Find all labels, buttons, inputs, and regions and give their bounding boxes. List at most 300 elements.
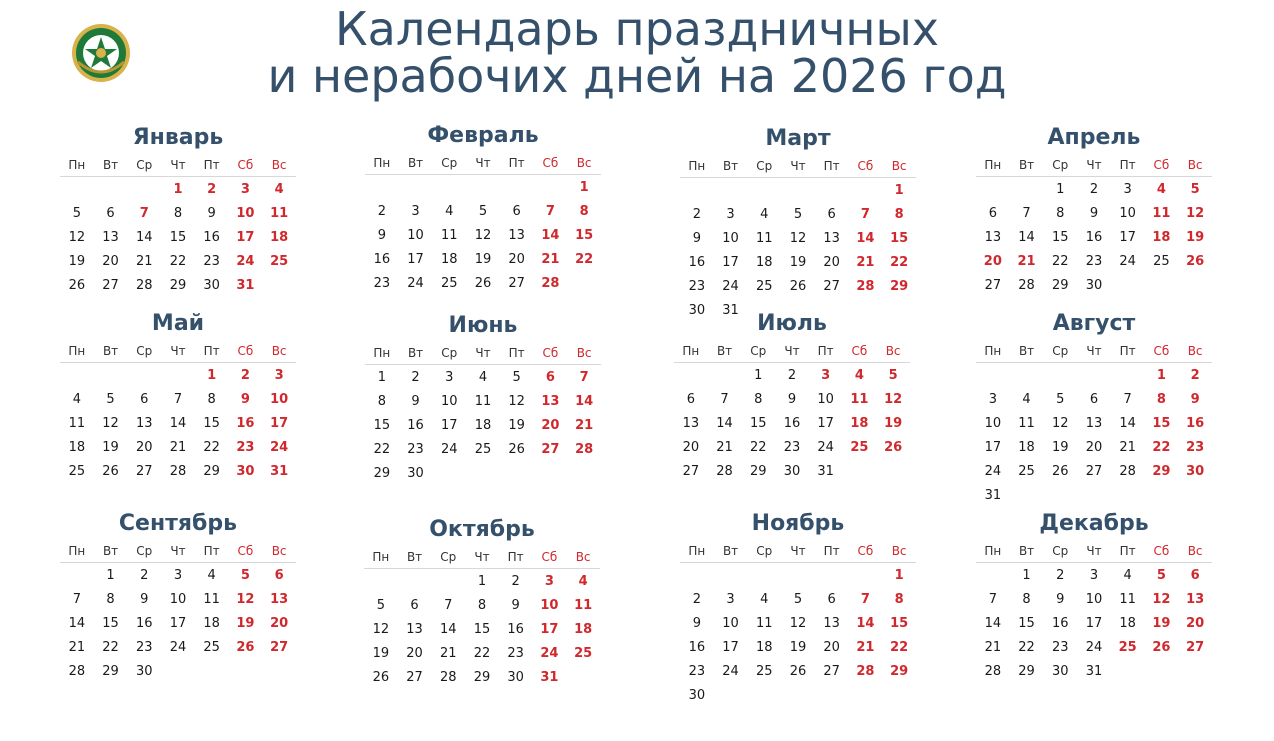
month-name: Март: [765, 126, 831, 151]
weekday-header: Вс: [1178, 154, 1212, 177]
day-cell: 17: [236, 229, 255, 245]
empty-cell: [94, 363, 128, 388]
day-cell: 20: [135, 439, 153, 455]
day-cell: 13: [823, 615, 840, 631]
day-cell: 8: [106, 591, 115, 607]
day-cell: 15: [1051, 229, 1069, 245]
week-row: [976, 225, 1212, 249]
day-cell: 10: [407, 227, 424, 243]
week-row: [976, 587, 1212, 611]
day-cell: 26: [884, 439, 903, 455]
day-cell: 21: [68, 639, 86, 655]
month-october: [364, 514, 600, 689]
weekday-header: Чт: [1077, 540, 1111, 563]
day-cell: 22: [169, 253, 187, 269]
month-march: [680, 123, 916, 322]
week-row: [60, 249, 296, 273]
day-cell: 2: [411, 369, 420, 385]
day-cell: 29: [169, 277, 187, 293]
day-cell: 10: [722, 230, 739, 246]
day-cell: 15: [102, 615, 119, 631]
day-cell: 11: [270, 205, 289, 221]
day-cell: 20: [541, 417, 560, 433]
day-cell: 20: [1186, 615, 1205, 631]
weekday-header: Пт: [500, 342, 534, 365]
empty-cell: [815, 178, 849, 203]
weekday-header: Вс: [876, 340, 910, 363]
day-cell: 26: [372, 669, 390, 685]
day-cell: 29: [890, 278, 909, 294]
empty-cell: [849, 178, 883, 203]
day-cell: 3: [1123, 181, 1132, 197]
day-cell: 23: [688, 663, 706, 679]
day-cell: 15: [1018, 615, 1035, 631]
day-cell: 26: [1152, 639, 1171, 655]
page-title: [0, 2, 1274, 103]
weekday-header: Вс: [567, 342, 601, 365]
day-cell: 12: [474, 227, 492, 243]
empty-cell: [843, 459, 877, 483]
weekday-header: Пт: [815, 540, 849, 563]
day-cell: 5: [72, 205, 81, 221]
day-cell: 4: [478, 369, 488, 385]
day-cell: 23: [783, 439, 801, 455]
day-cell: 13: [1085, 415, 1103, 431]
weekday-header: Пн: [976, 154, 1010, 177]
month-name: Ноябрь: [751, 511, 845, 536]
empty-cell: [94, 177, 128, 202]
month-name: Сентябрь: [118, 511, 238, 536]
day-cell: 3: [445, 369, 454, 385]
day-cell: 28: [984, 663, 1002, 679]
day-cell: 19: [789, 639, 807, 655]
day-cell: 29: [102, 663, 119, 679]
weekday-header: Ср: [1043, 540, 1077, 563]
empty-cell: [876, 459, 910, 483]
day-cell: 9: [692, 615, 701, 631]
day-cell: 15: [749, 415, 767, 431]
weekday-header: Пт: [809, 340, 843, 363]
day-cell: 15: [203, 415, 220, 431]
weekday-header: Сб: [534, 152, 568, 175]
day-cell: 24: [540, 645, 559, 661]
empty-cell: [195, 659, 229, 683]
day-cell: 6: [1089, 391, 1099, 407]
week-row: [680, 250, 916, 274]
day-cell: 9: [1190, 391, 1200, 407]
day-cell: 18: [574, 621, 593, 637]
week-row: [60, 201, 296, 225]
day-cell: 21: [856, 639, 875, 655]
week-row: [976, 611, 1212, 635]
month-name: Январь: [132, 125, 224, 150]
empty-cell: [1010, 483, 1044, 507]
day-cell: 14: [135, 229, 153, 245]
week-row: [674, 387, 910, 411]
day-cell: 28: [68, 663, 86, 679]
day-cell: 31: [540, 669, 559, 685]
empty-cell: [1178, 273, 1212, 297]
weekday-header: Чт: [781, 155, 815, 178]
empty-cell: [1111, 273, 1145, 297]
day-cell: 4: [854, 367, 864, 383]
empty-cell: [262, 273, 296, 297]
week-row: [680, 683, 916, 707]
day-cell: 24: [440, 441, 458, 457]
empty-cell: [431, 569, 465, 594]
day-cell: 22: [749, 439, 767, 455]
day-cell: 14: [856, 615, 875, 631]
day-cell: 25: [755, 663, 773, 679]
day-cell: 11: [755, 615, 773, 631]
day-cell: 21: [1017, 253, 1036, 269]
day-cell: 13: [1186, 591, 1205, 607]
day-cell: 23: [507, 645, 524, 661]
empty-cell: [534, 461, 568, 485]
day-cell: 10: [540, 597, 559, 613]
weekday-header: Вт: [1010, 340, 1044, 363]
day-cell: 8: [1022, 591, 1031, 607]
day-cell: 30: [135, 663, 153, 679]
day-cell: 22: [575, 251, 594, 267]
day-cell: 12: [68, 229, 86, 245]
empty-cell: [849, 683, 883, 707]
day-cell: 22: [1018, 639, 1035, 655]
day-cell: 7: [988, 591, 997, 607]
day-cell: 12: [236, 591, 255, 607]
day-cell: 7: [139, 205, 149, 221]
day-cell: 29: [473, 669, 491, 685]
week-row: [60, 273, 296, 297]
day-cell: 2: [240, 367, 250, 383]
empty-cell: [714, 563, 748, 588]
day-cell: 19: [789, 254, 807, 270]
day-cell: 4: [274, 181, 284, 197]
day-cell: 28: [169, 463, 187, 479]
weekday-header: Ср: [741, 340, 775, 363]
day-cell: 5: [888, 367, 898, 383]
month-january: [60, 122, 296, 297]
week-row: [365, 413, 601, 437]
day-cell: 22: [1152, 439, 1171, 455]
week-row: [365, 437, 601, 461]
day-cell: 17: [540, 621, 559, 637]
day-cell: 3: [726, 206, 735, 222]
day-cell: 11: [203, 591, 220, 607]
day-cell: 23: [407, 441, 424, 457]
day-cell: 16: [236, 415, 255, 431]
day-cell: 4: [760, 206, 769, 222]
empty-cell: [229, 659, 263, 683]
day-cell: 15: [890, 230, 909, 246]
day-cell: 1: [894, 182, 904, 198]
week-row: [976, 459, 1212, 483]
day-cell: 7: [173, 391, 183, 407]
weekday-header: Сб: [1145, 540, 1179, 563]
day-cell: 10: [169, 591, 187, 607]
day-cell: 9: [411, 393, 420, 409]
day-cell: 4: [1123, 567, 1132, 583]
weekday-header: Вс: [1178, 540, 1212, 563]
day-cell: 27: [1186, 639, 1205, 655]
day-cell: 6: [1190, 567, 1200, 583]
empty-cell: [747, 178, 781, 203]
day-cell: 6: [827, 206, 836, 222]
day-cell: 6: [106, 205, 115, 221]
day-cell: 27: [823, 278, 840, 294]
weekday-header: Пн: [976, 340, 1010, 363]
day-cell: 21: [984, 639, 1002, 655]
week-row: [680, 563, 916, 588]
empty-cell: [398, 569, 432, 594]
week-row: [680, 587, 916, 611]
month-september: [60, 508, 296, 683]
week-row: [680, 178, 916, 203]
day-cell: 18: [203, 615, 220, 631]
weekday-header: Сб: [229, 340, 263, 363]
title-line-2: и нерабочих дней на 2026 год: [267, 49, 1007, 103]
weekday-header: Ср: [747, 540, 781, 563]
day-cell: 23: [1186, 439, 1205, 455]
day-cell: 18: [755, 639, 773, 655]
day-cell: 6: [545, 369, 555, 385]
day-cell: 13: [823, 230, 840, 246]
empty-cell: [781, 683, 815, 707]
week-row: [976, 387, 1212, 411]
weekday-header: Сб: [229, 540, 263, 563]
empty-cell: [714, 683, 748, 707]
day-cell: 2: [1089, 181, 1099, 197]
week-row: [364, 665, 600, 689]
empty-cell: [60, 177, 94, 202]
day-cell: 4: [72, 391, 81, 407]
day-cell: 16: [1085, 229, 1103, 245]
day-cell: 17: [1119, 229, 1136, 245]
weekday-header: Вт: [398, 546, 432, 569]
day-cell: 4: [578, 573, 588, 589]
day-cell: 2: [1056, 567, 1065, 583]
day-cell: 19: [1051, 439, 1069, 455]
day-cell: 18: [1119, 615, 1136, 631]
day-cell: 3: [988, 391, 997, 407]
day-cell: 2: [140, 567, 149, 583]
day-cell: 24: [1119, 253, 1136, 269]
day-cell: 6: [686, 391, 695, 407]
day-cell: 30: [507, 669, 524, 685]
empty-cell: [466, 461, 500, 485]
day-cell: 6: [827, 591, 836, 607]
day-cell: 22: [203, 439, 220, 455]
empty-cell: [781, 178, 815, 203]
week-row: [680, 659, 916, 683]
week-row: [680, 611, 916, 635]
empty-cell: [364, 569, 398, 594]
day-cell: 23: [688, 278, 706, 294]
empty-cell: [1043, 483, 1077, 507]
week-row: [976, 483, 1212, 507]
day-cell: 30: [1085, 277, 1103, 293]
weekday-header: Сб: [534, 342, 568, 365]
day-cell: 28: [1119, 463, 1136, 479]
weekday-header: Пт: [500, 152, 534, 175]
day-cell: 11: [574, 597, 593, 613]
weekday-header: Чт: [161, 540, 195, 563]
day-cell: 7: [860, 591, 870, 607]
month-grid: [60, 154, 296, 297]
week-row: [364, 641, 600, 665]
week-row: [60, 177, 296, 202]
week-row: [365, 175, 601, 200]
day-cell: 16: [688, 254, 706, 270]
week-row: [365, 389, 601, 413]
day-cell: 14: [856, 230, 875, 246]
weekday-header: Сб: [849, 540, 883, 563]
week-row: [60, 225, 296, 249]
week-row: [364, 593, 600, 617]
week-row: [976, 177, 1212, 202]
weekday-header: Вт: [94, 540, 128, 563]
empty-cell: [1145, 483, 1179, 507]
empty-cell: [127, 177, 161, 202]
day-cell: 11: [755, 230, 773, 246]
week-row: [60, 435, 296, 459]
month-june: [365, 310, 601, 485]
day-cell: 12: [1152, 591, 1171, 607]
day-cell: 1: [1156, 367, 1166, 383]
day-cell: 30: [1051, 663, 1069, 679]
day-cell: 19: [1152, 615, 1171, 631]
empty-cell: [976, 563, 1010, 588]
day-cell: 5: [512, 369, 521, 385]
day-cell: 28: [575, 441, 594, 457]
day-cell: 27: [508, 275, 525, 291]
day-cell: 15: [1152, 415, 1171, 431]
day-cell: 28: [135, 277, 153, 293]
week-row: [60, 411, 296, 435]
empty-cell: [399, 175, 433, 200]
week-row: [365, 365, 601, 390]
empty-cell: [714, 178, 748, 203]
weekday-header: Вт: [399, 342, 433, 365]
day-cell: 16: [373, 251, 391, 267]
week-row: [976, 249, 1212, 273]
day-cell: 7: [1022, 205, 1031, 221]
day-cell: 16: [1051, 615, 1069, 631]
week-row: [674, 363, 910, 388]
empty-cell: [1010, 177, 1044, 202]
empty-cell: [708, 363, 742, 388]
weekday-header: Вт: [714, 155, 748, 178]
month-name: Февраль: [427, 123, 539, 148]
day-cell: 24: [722, 278, 739, 294]
day-cell: 22: [1051, 253, 1069, 269]
day-cell: 18: [755, 254, 773, 270]
weekday-header: Пн: [60, 540, 94, 563]
day-cell: 21: [439, 645, 457, 661]
day-cell: 7: [860, 206, 870, 222]
empty-cell: [815, 683, 849, 707]
day-cell: 8: [207, 391, 216, 407]
day-cell: 13: [270, 591, 289, 607]
empty-cell: [1043, 363, 1077, 388]
month-may: [60, 308, 296, 483]
weekday-header: Вс: [262, 340, 296, 363]
day-cell: 13: [508, 227, 525, 243]
day-cell: 25: [203, 639, 220, 655]
day-cell: 31: [270, 463, 289, 479]
day-cell: 20: [682, 439, 700, 455]
week-row: [976, 563, 1212, 588]
weekday-header: Пн: [60, 154, 94, 177]
day-cell: 15: [373, 417, 391, 433]
week-row: [680, 226, 916, 250]
day-cell: 19: [1186, 229, 1205, 245]
week-row: [680, 635, 916, 659]
month-grid: [680, 155, 916, 322]
weekday-header: Сб: [849, 155, 883, 178]
day-cell: 26: [789, 663, 807, 679]
week-row: [976, 201, 1212, 225]
day-cell: 2: [1190, 367, 1200, 383]
weekday-header: Вс: [1178, 340, 1212, 363]
day-cell: 3: [1089, 567, 1099, 583]
day-cell: 8: [1156, 391, 1166, 407]
day-cell: 21: [1119, 439, 1136, 455]
day-cell: 28: [856, 663, 875, 679]
day-cell: 15: [169, 229, 187, 245]
day-cell: 27: [102, 277, 119, 293]
empty-cell: [1077, 483, 1111, 507]
day-cell: 17: [722, 254, 739, 270]
day-cell: 10: [440, 393, 458, 409]
empty-cell: [1010, 363, 1044, 388]
day-cell: 3: [726, 591, 735, 607]
day-cell: 25: [1153, 253, 1170, 269]
day-cell: 26: [68, 277, 86, 293]
day-cell: 8: [754, 391, 763, 407]
day-cell: 23: [1085, 253, 1103, 269]
empty-cell: [566, 665, 600, 689]
empty-cell: [1077, 363, 1111, 388]
weekday-header: Чт: [161, 154, 195, 177]
day-cell: 30: [783, 463, 801, 479]
day-cell: 27: [1085, 463, 1103, 479]
day-cell: 31: [984, 487, 1002, 503]
day-cell: 2: [511, 573, 520, 589]
week-row: [60, 635, 296, 659]
day-cell: 31: [722, 302, 739, 318]
day-cell: 1: [579, 179, 589, 195]
day-cell: 9: [140, 591, 149, 607]
day-cell: 23: [1051, 639, 1069, 655]
day-cell: 12: [1051, 415, 1069, 431]
day-cell: 18: [440, 251, 458, 267]
day-cell: 3: [544, 573, 554, 589]
day-cell: 2: [207, 181, 217, 197]
day-cell: 21: [575, 417, 594, 433]
day-cell: 18: [474, 417, 492, 433]
week-row: [365, 247, 601, 271]
day-cell: 7: [545, 203, 555, 219]
empty-cell: [1111, 483, 1145, 507]
month-august: [976, 308, 1212, 507]
weekday-header: Ср: [747, 155, 781, 178]
day-cell: 20: [823, 254, 840, 270]
month-grid: [60, 340, 296, 483]
day-cell: 11: [68, 415, 86, 431]
day-cell: 5: [376, 597, 385, 613]
day-cell: 14: [541, 227, 560, 243]
